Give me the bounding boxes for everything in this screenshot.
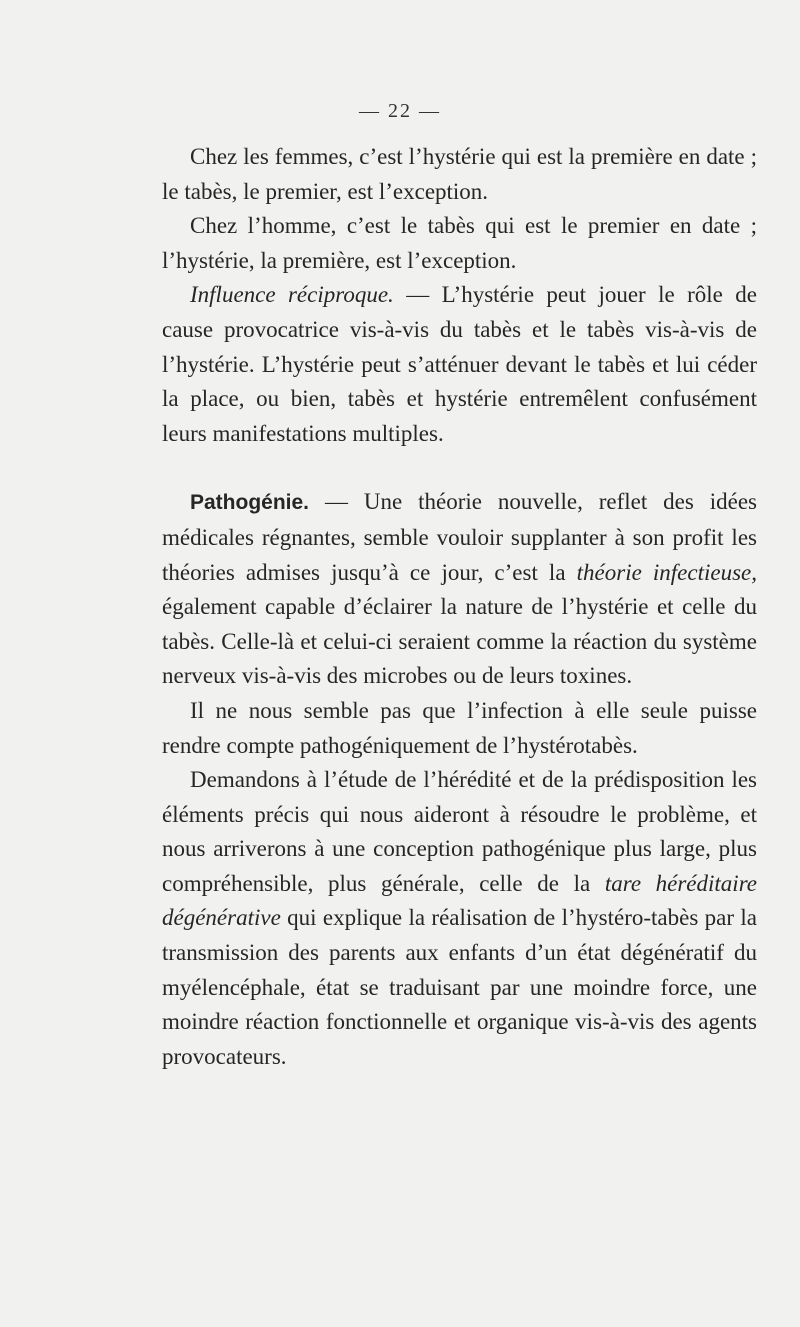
paragraph-2: Chez l’homme, c’est le tabès qui est le premier en date ; l’hystérie, la première, est l’exception. (162, 213, 757, 273)
paragraph-4-text-before: — Une théorie nouvelle, reflet des idées médicales régnantes, semble vouloir supplanter à son profit les théories admises jusqu’à ce jour, c’est la (162, 489, 757, 585)
page-body (162, 140, 757, 1074)
paragraph-4 (162, 485, 757, 694)
paragraph-6-text-before: Demandons à l’étude de l’hérédité et de la prédisposition les éléments précis qui nous aideront à résoudre le problème, et nous arriverons à une conception pathogénique plus large, plus compréhensible, plus générale, celle de la (162, 767, 757, 896)
paragraph-5: Il ne nous semble pas que l’infection à elle seule puisse rendre compte pathogéniquement de l’hystérotabès. (162, 697, 757, 758)
paragraph-6-emphasis: tare héréditaire dégénérative (162, 870, 757, 931)
page-number: — 22 — (359, 100, 441, 122)
paragraph-3 (162, 278, 757, 451)
paragraph-4-emphasis: théorie infectieuse, (576, 559, 757, 585)
paragraph-3-text: — L’hystérie peut jouer le rôle de cause provocatrice vis-à-vis du tabès et le tabès vis-à-vis de l’hystérie. L’hystérie peut s’atténuer devant le tabès et lui céder la place, ou bien, tabès et hystérie entremêlent confusément leurs manifestations multiples. (162, 282, 757, 446)
paragraph-6-text-after: qui explique la réalisation de l’hystéro-tabès par la transmission des parents aux enfants d’un état dégénératif du myélencéphale, état se traduisant par une moindre force, une moindre réaction fonctionnelle et organique vis-à-vis des agents provocateurs. (162, 905, 757, 1069)
paragraph-1: Chez les femmes, c’est l’hystérie qui est la première en date ; le tabès, le premier, est l’exception. (162, 144, 757, 204)
section-heading-pathogenie: Pathogénie. (190, 491, 310, 515)
paragraph-6 (162, 763, 757, 1074)
paragraph-4-text-after: également capable d’éclairer la nature de l’hystérie et celle du tabès. Celle-là et celui-ci seraient comme la réaction du système nerveux vis-à-vis des microbes ou de leurs toxines. (162, 594, 757, 689)
section-heading-influence: Influence réciproque. (190, 282, 394, 308)
